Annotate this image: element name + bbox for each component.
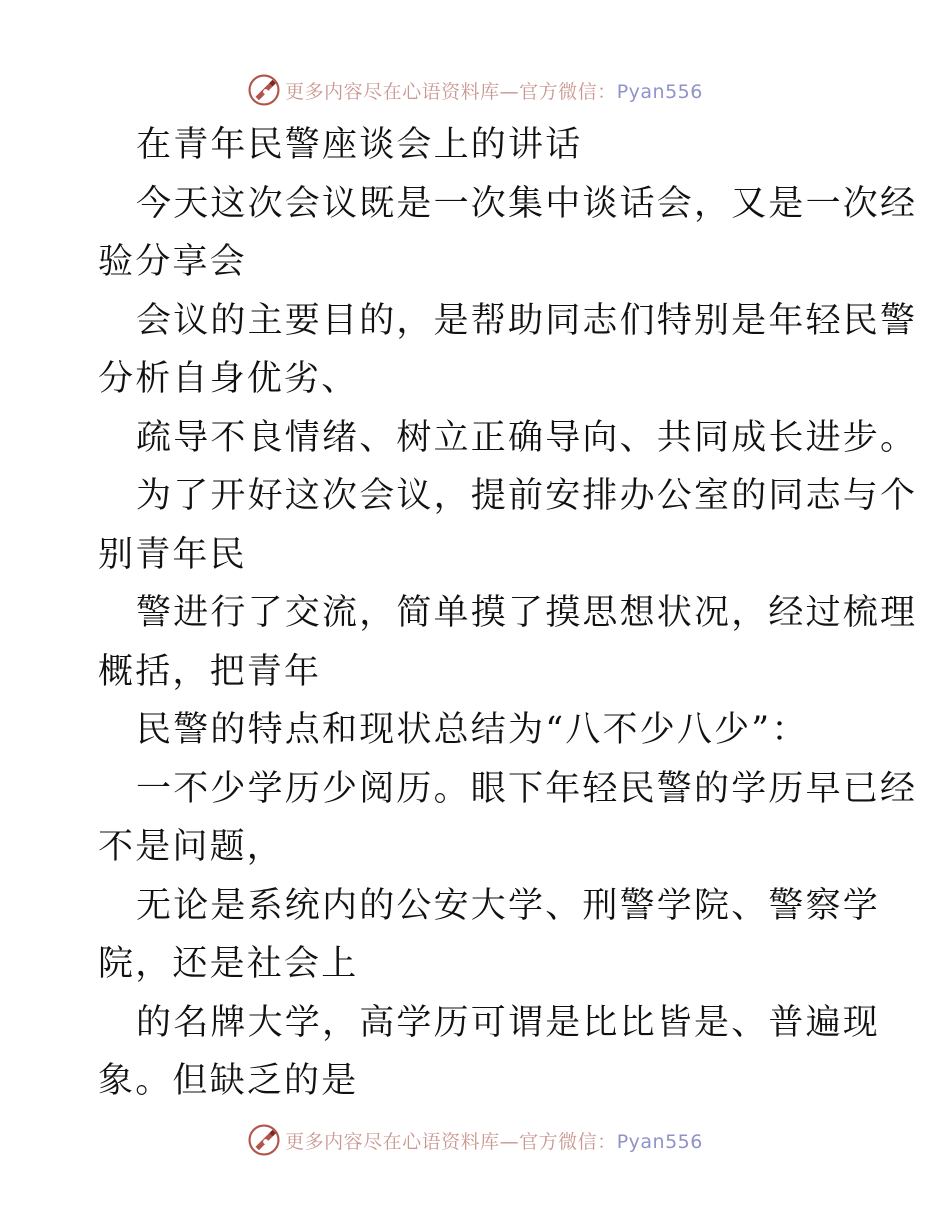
watermark-text <box>285 1127 703 1154</box>
watermark-id: Pyan556 <box>616 1130 703 1153</box>
watermark-text <box>285 77 703 104</box>
watermark-separator: — <box>499 1130 520 1153</box>
watermark-group <box>247 1123 703 1157</box>
paragraph-line: 不是问题， <box>98 827 285 867</box>
paragraph-line: 警进行了交流，简单摸了摸思想状况，经过梳理 <box>136 593 918 633</box>
watermark-label: 官方微信： <box>519 80 617 103</box>
paragraph-line: 别青年民 <box>98 534 247 575</box>
paragraph-line: 象。但缺乏的是 <box>98 1061 359 1101</box>
paragraph-line: 分析自身优劣、 <box>98 359 359 399</box>
watermark-header <box>0 70 950 110</box>
paragraph-line: 民警的特点和现状总结为“八不少八少”： <box>136 710 809 750</box>
paragraph-line: 的名牌大学，高学历可谓是比比皆是、普遍现 <box>136 1002 881 1043</box>
paragraph-line: 验分享会 <box>98 242 247 282</box>
paragraph-line: 概括，把青年 <box>98 651 322 692</box>
watermark-footer <box>0 1120 950 1160</box>
document-body <box>98 116 918 1111</box>
watermark-id: Pyan556 <box>616 80 703 103</box>
watermark-site: 更多内容尽在心语资料库 <box>285 1130 500 1153</box>
document-title: 在青年民警座谈会上的讲话 <box>136 125 583 165</box>
pen-logo-icon <box>247 1123 281 1157</box>
paragraph-line: 今天这次会议既是一次集中谈话会，又是一次经 <box>136 183 918 224</box>
paragraph-line: 为了开好这次会议，提前安排办公室的同志与个 <box>136 476 918 516</box>
watermark-group <box>247 73 703 107</box>
paragraph-line: 无论是系统内的公安大学、刑警学院、警察学 <box>136 885 881 926</box>
paragraph-line: 院，还是社会上 <box>98 944 359 984</box>
watermark-site: 更多内容尽在心语资料库 <box>285 80 500 103</box>
watermark-label: 官方微信： <box>519 1130 617 1153</box>
pen-logo-icon <box>247 73 281 107</box>
watermark-separator: — <box>499 80 520 103</box>
paragraph-line: 疏导不良情绪、树立正确导向、共同成长进步。 <box>136 417 918 458</box>
paragraph-line: 会议的主要目的，是帮助同志们特别是年轻民警 <box>136 300 918 341</box>
paragraph-line: 一不少学历少阅历。眼下年轻民警的学历早已经 <box>136 768 918 809</box>
